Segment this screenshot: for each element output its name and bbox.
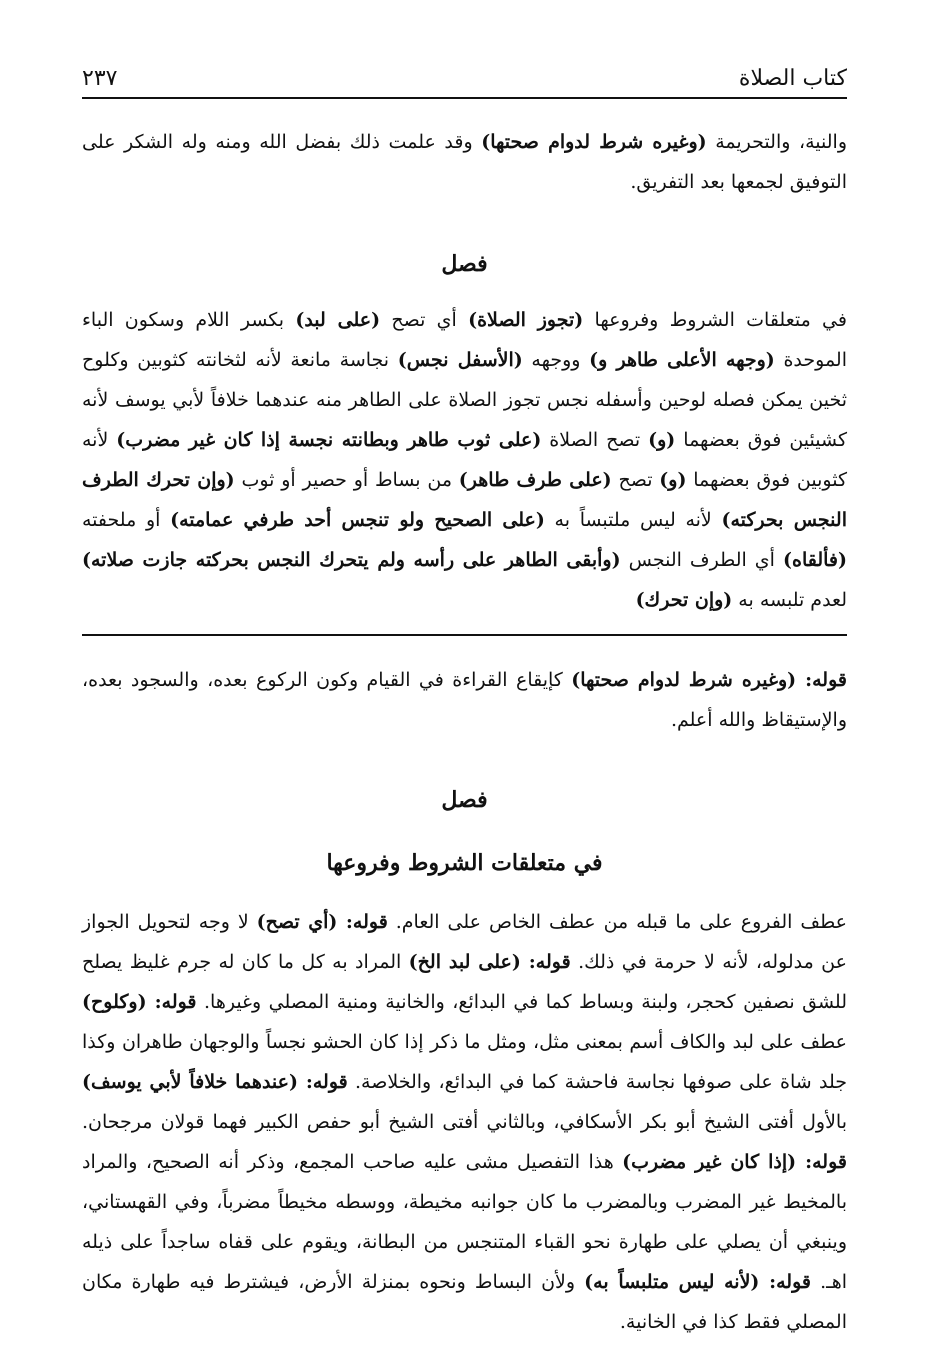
text-run: بالأول أفتى الشيخ أبو بكر الأسكافي، وبالثاني أفتى الشيخ أبو حفص الكبير فهما قولان مرجحان.: [82, 1111, 847, 1133]
commentary-subheading: في متعلقات الشروط وفروعها: [326, 850, 603, 876]
main-paragraph: [82, 300, 847, 620]
main-paragraph: [82, 122, 847, 202]
bold-text-run: (على طرف طاهر): [458, 469, 612, 491]
text-run: عطف الفروع على ما قبله من عطف الخاص على العام.: [387, 911, 848, 933]
text-run: المراد به كل ما كان له جرم غليظ يصلح للشق نصفين كحجر، ولبنة وبساط كما في البدائع، والخانية ومنية المصلي وغيرها.: [82, 951, 847, 1013]
main-text-paragraph-2: [82, 300, 847, 620]
text-run: في متعلقات الشروط وفروعها: [583, 309, 847, 331]
text-run: لأنه ليس ملتبساً به: [544, 509, 722, 531]
text-run: وقد علمت ذلك بفضل الله ومنه وله الشكر على التوفيق لجمعها بعد التفريق.: [82, 131, 847, 193]
text-run: تصح: [611, 469, 660, 491]
bold-text-run: (وجهه الأعلى طاهر و): [589, 349, 775, 371]
bold-text-run: قوله: (على لبد الخ): [408, 951, 571, 973]
bold-text-run: (و): [659, 469, 687, 491]
bold-text-run: قوله: (أي تصح): [256, 911, 388, 933]
bold-text-run: (و): [648, 429, 676, 451]
text-run: نجاسة مانعة لأنه لثخانته كثوبين وكلوح ثخين يمكن فصله لوحين وأسفله نجس تجوز الصلاة على الطاهر منه عندهما خلافاً لأبي يوسف لأنه كشيئين فوق بعضهما: [82, 349, 848, 451]
text-run: بكسر اللام وسكون الباء الموحدة: [82, 309, 848, 371]
header-rule: [82, 97, 847, 99]
bold-text-run: قوله:: [796, 669, 847, 691]
text-run: أي الطرف النجس: [620, 549, 783, 571]
section-heading-fasl: فصل: [441, 251, 488, 277]
page-number: ٢٣٧: [82, 65, 118, 91]
text-run: والنية، والتحريمة: [706, 131, 848, 153]
bold-text-run: (وإن تحرك الطرف النجس بحركته): [82, 469, 847, 531]
commentary-paragraph-2: [82, 902, 847, 1342]
text-run: كإيقاع القراءة في القيام وكون الركوع بعده، والسجود بعده، والإستيقاظ والله أعلم.: [82, 669, 847, 731]
text-run: هذا التفصيل مشى عليه صاحب المجمع، وذكر أنه الصحيح، والمراد بالمخيط غير المضرب وبالمضرب ما كان جوانبه مخيطة، ووسطه مخيطاً مضرباً، وفي القهستاني، وينبغي أن يصلي على طهارة نحو القباء المتنجس من البطانة، ويقوم على قفاه ساجداً على ذيله اهـ.: [82, 1151, 847, 1293]
main-text-paragraph-1: [82, 122, 847, 202]
commentary-paragraph: [82, 660, 847, 740]
bold-text-run: (الأسفل نجس): [397, 349, 523, 371]
commentary-heading-fasl: فصل: [441, 787, 488, 813]
text-run: أو ملحفته: [82, 509, 171, 531]
bold-text-run: (على لبد): [295, 309, 381, 331]
bold-text-run: (تجوز الصلاة): [468, 309, 584, 331]
running-title: كتاب الصلاة: [738, 65, 847, 91]
bold-text-run: قوله: (وكلوح): [82, 991, 197, 1013]
text-run: ولأن البساط ونحوه بمنزلة الأرض، فيشترط فيه طهارة مكان المصلي فقط كذا في الخانية.: [82, 1271, 847, 1333]
bold-text-run: (فألقاه): [783, 549, 847, 571]
text-run: ووجهه: [522, 349, 590, 371]
text-run: لعدم تلبسه به: [732, 589, 847, 611]
text-run: تصح الصلاة: [541, 429, 649, 451]
bold-text-run: (على ثوب طاهر وبطانته نجسة إذا كان غير مضرب): [116, 429, 542, 451]
page-header: [82, 58, 847, 98]
bold-text-run: (وإن تحرك): [635, 589, 733, 611]
bold-text-run: قوله: (لأنه ليس متلبساً به): [584, 1271, 811, 1293]
text-run: أي تصح: [380, 309, 469, 331]
footnote-separator: [82, 634, 847, 636]
bold-text-run: (وغيره شرط لدوام صحتها): [571, 669, 797, 691]
commentary-paragraph-1: [82, 660, 847, 740]
bold-text-run: (على الصحيح ولو تنجس أحد طرفي عمامته): [170, 509, 545, 531]
bold-text-run: قوله: (إذا كان غير مضرب): [622, 1151, 847, 1173]
text-run: لا وجه لتحويل الجواز عن مدلوله، لأنه لا حرمة في ذلك.: [82, 911, 847, 973]
bold-text-run: قوله: (عندهما خلافاً لأبي يوسف): [82, 1071, 348, 1093]
commentary-paragraph: [82, 902, 847, 1342]
text-run: لأنه كثوبين فوق بعضهما: [82, 429, 848, 491]
bold-text-run: (وأبقى الطاهر على رأسه ولم يتحرك النجس بحركته جازت صلاته): [82, 549, 621, 571]
text-run: من بساط أو حصير أو ثوب: [234, 469, 459, 491]
bold-text-run: (وغيره شرط لدوام صحتها): [481, 131, 707, 153]
text-run: عطف على لبد والكاف أسم بمعنى مثل، ومثل ما ذكر إذا كان الحشو نجساً والوجهان طاهران وكذا جلد شاة على صوفها نجاسة فاحشة كما في البدائع، والخلاصة.: [82, 1031, 847, 1093]
